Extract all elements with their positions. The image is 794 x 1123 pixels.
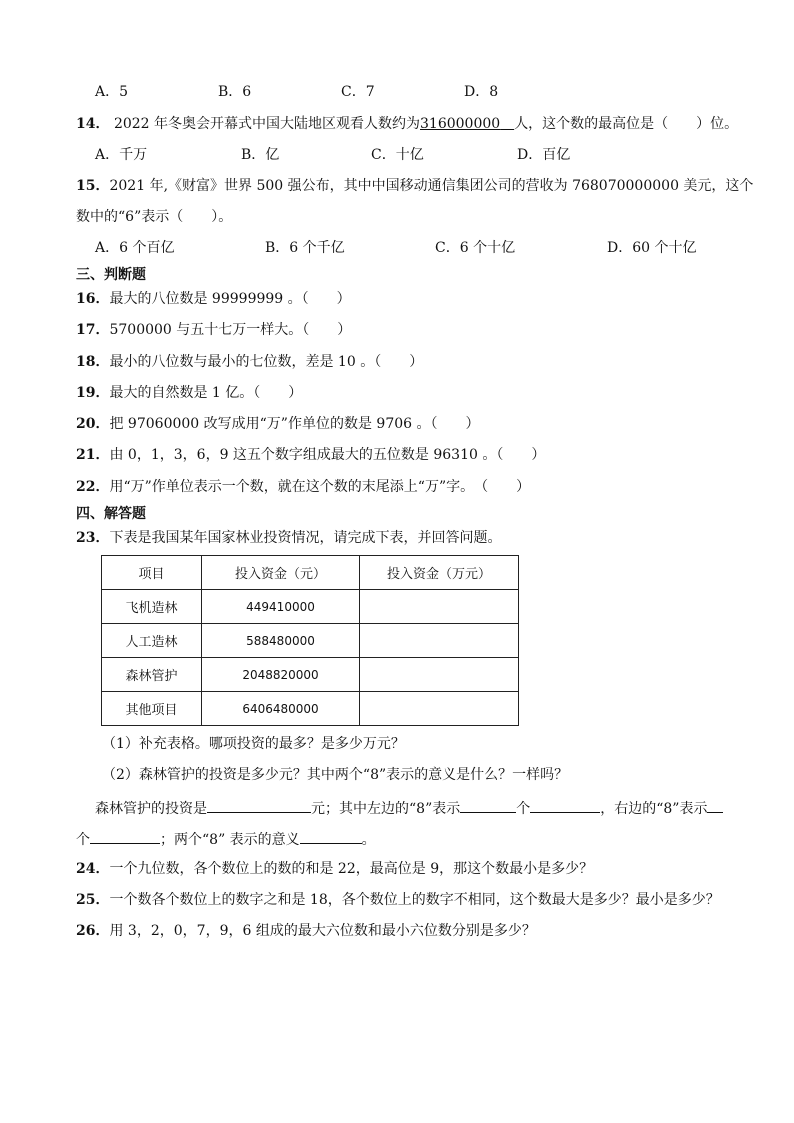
q14-underlined-number: 316000000	[420, 116, 501, 132]
q15-stem-line2: 数中的“6”表示（ ）。	[76, 209, 233, 225]
q15-option-d: D．60 个十亿	[607, 240, 697, 256]
cell-item: 飞机造林	[102, 590, 202, 624]
judge-text: 用“万”作单位表示一个数，就在这个数的末尾添上“万”字。 （ ）	[109, 479, 531, 495]
table-row	[102, 624, 519, 658]
cell-yuan: 6406480000	[202, 692, 360, 726]
judge-number: 17．	[76, 322, 110, 338]
q15-text-line1: 2021 年,《财富》世界 500 强公布，其中中国移动通信集团公司的营收为 768070000000 美元，这个	[109, 178, 754, 194]
judge-text: 最大的八位数是 99999999 。（ ）	[109, 291, 351, 307]
table-header-row	[102, 556, 519, 590]
column-header-yuan: 投入资金（元）	[202, 556, 360, 590]
fill-text: 个	[76, 832, 90, 848]
cell-item: 其他项目	[102, 692, 202, 726]
q14-option-c: C．十亿	[371, 147, 424, 163]
answer-blank[interactable]	[300, 828, 362, 844]
cell-item: 人工造林	[102, 624, 202, 658]
q15-options	[95, 238, 697, 258]
judge-number: 18．	[76, 354, 110, 370]
q13-option-a: A．5	[95, 84, 129, 100]
q14-options	[95, 145, 570, 165]
cell-yuan: 588480000	[202, 624, 360, 658]
q23-fill-line1	[95, 797, 723, 819]
judge-number: 21．	[76, 447, 110, 463]
table-row	[102, 590, 519, 624]
cell-yuan: 449410000	[202, 590, 360, 624]
judge-text: 由 0，1，3，6，9 这五个数字组成最大的五位数是 96310 。（ ）	[109, 447, 546, 463]
fill-text: ；两个“8” 表示的意义	[160, 832, 300, 848]
q23-fill-line2	[76, 828, 376, 850]
judge-item	[76, 289, 351, 309]
judge-text: 最大的自然数是 1 亿。（ ）	[109, 385, 303, 401]
q23-subquestion-1: （1）补充表格。哪项投资的最多？是多少万元？	[102, 736, 405, 752]
judge-item	[76, 383, 302, 403]
answer-blank[interactable]	[207, 797, 311, 813]
judge-item	[76, 445, 545, 465]
investment-table	[101, 555, 519, 726]
judge-item	[76, 414, 480, 434]
fill-text: 元；其中左边的“8”表示	[311, 801, 461, 817]
cell-wan-blank[interactable]	[360, 692, 519, 726]
fill-text: 森林管护的投资是	[95, 801, 207, 817]
section-heading-judgement: 三、判断题	[76, 267, 146, 283]
q14-number: 14．	[76, 116, 110, 132]
q13-option-c: C．7	[341, 84, 375, 100]
q15-stem-line1	[76, 176, 753, 196]
cell-yuan: 2048820000	[202, 658, 360, 692]
judge-item	[76, 477, 530, 497]
fill-text: ，右边的“8”表示	[600, 801, 708, 817]
judge-number: 20．	[76, 416, 110, 432]
table-row	[102, 658, 519, 692]
q15-option-a: A．6 个百亿	[95, 240, 175, 256]
q25-stem	[76, 890, 720, 910]
fill-text: 个	[516, 801, 531, 817]
q14-text-before: 2022 年冬奥会开幕式中国大陆地区观看人数约为	[113, 116, 421, 132]
q26-stem	[76, 921, 536, 941]
judge-text: 把 97060000 改写成用“万”作单位的数是 9706 。（ ）	[109, 416, 480, 432]
cell-item: 森林管护	[102, 658, 202, 692]
q26-text: 用 3，2，0，7，9，6 组成的最大六位数和最小六位数分别是多少？	[109, 923, 536, 939]
judge-text: 最小的八位数与最小的七位数，差是 10 。（ ）	[109, 354, 424, 370]
judge-item	[76, 320, 351, 340]
q13-option-b: B．6	[218, 84, 252, 100]
judge-item	[76, 352, 423, 372]
judge-number: 19．	[76, 385, 110, 401]
column-header-wan: 投入资金（万元）	[360, 556, 519, 590]
judge-text: 5700000 与五十七万一样大。（ ）	[109, 322, 352, 338]
q24-text: 一个九位数，各个数位上的数的和是 22，最高位是 9，那这个数最小是多少？	[109, 861, 594, 877]
q25-number: 25．	[76, 892, 110, 908]
q15-number: 15．	[76, 178, 110, 194]
column-header-item: 项目	[102, 556, 202, 590]
q14-option-b: B．亿	[241, 147, 280, 163]
q13-option-d: D．8	[464, 84, 499, 100]
q23-text: 下表是我国某年国家林业投资情况，请完成下表，并回答问题。	[109, 530, 502, 546]
section-heading-answers: 四、解答题	[76, 506, 146, 522]
q26-number: 26．	[76, 923, 110, 939]
answer-blank[interactable]	[460, 797, 516, 813]
q15-option-c: C．6 个十亿	[435, 240, 516, 256]
q14-option-a: A．千万	[95, 147, 148, 163]
q15-option-b: B．6 个千亿	[265, 240, 345, 256]
q14-text-after: 人，这个数的最高位是（ ）位。	[514, 116, 739, 132]
q13-options	[95, 82, 498, 102]
q23-stem	[76, 528, 501, 548]
judge-number: 22．	[76, 479, 110, 495]
q23-subquestion-2: （2）森林管护的投资是多少元？其中两个“8”表示的意义是什么？一样吗？	[102, 767, 569, 783]
table-row	[102, 692, 519, 726]
q23-number: 23．	[76, 530, 110, 546]
q14-stem	[76, 114, 738, 134]
q25-text: 一个数各个数位上的数字之和是 18，各个数位上的数字不相同，这个数最大是多少？最小是多少？	[109, 892, 720, 908]
q14-option-d: D．百亿	[517, 147, 571, 163]
judge-number: 16．	[76, 291, 110, 307]
cell-wan-blank[interactable]	[360, 590, 519, 624]
answer-blank[interactable]	[530, 797, 600, 813]
fill-text: 。	[361, 832, 376, 848]
q24-number: 24．	[76, 861, 110, 877]
answer-blank[interactable]	[90, 828, 160, 844]
answer-blank[interactable]	[707, 797, 723, 813]
q24-stem	[76, 859, 593, 879]
cell-wan-blank[interactable]	[360, 624, 519, 658]
cell-wan-blank[interactable]	[360, 658, 519, 692]
